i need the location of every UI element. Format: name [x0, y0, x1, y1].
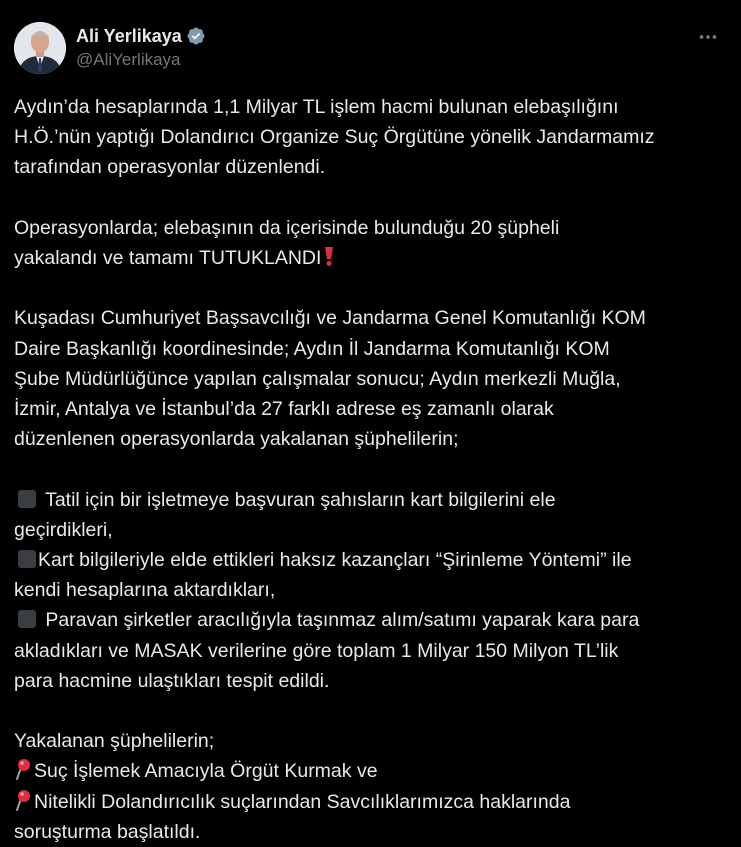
text-line: düzenlenen operasyonlarda yakalanan şüphelilerin;: [14, 428, 459, 451]
paragraph-charges: [14, 726, 726, 847]
text-line: H.Ö.’nün yaptığı Dolandırıcı Organize Suç Örgütüne yönelik Jandarmamız: [14, 126, 655, 149]
text-segment: Tatil için bir işletmeye başvuran şahısların kart bilgilerini ele: [45, 488, 556, 511]
text-segment: Paravan şirketler aracılığıyla taşınmaz alım/satımı yaparak kara para: [45, 609, 640, 632]
paragraph-coordination: [14, 303, 726, 454]
red-exclamation-icon: [323, 245, 335, 267]
text-line: Daire Başkanlığı koordinesinde; Aydın İl Jandarma Komutanlığı KOM: [14, 337, 610, 360]
text-line: [14, 485, 726, 515]
text-line: [14, 545, 726, 575]
text-line: [14, 243, 726, 273]
tweet-text: [14, 92, 726, 847]
text-segment: Kart bilgileriyle elde ettikleri haksız kazançları “Şirinleme Yöntemi” ile: [38, 549, 632, 571]
black-square-icon: [18, 550, 36, 568]
handle[interactable]: @AliYerlikaya: [76, 50, 181, 69]
text-line: Yakalanan şüphelilerin;: [14, 730, 215, 753]
tweet-header: [14, 22, 727, 74]
text-line: Şube Müdürlüğünce yapılan çalışmalar sonucu; Aydın merkezli Muğla,: [14, 367, 621, 390]
text-line: tarafından operasyonlar düzenlendi.: [14, 156, 326, 179]
text-line: soruşturma başlatıldı.: [14, 820, 201, 843]
text-segment: Nitelikli Dolandırıcılık suçlarından Savcılıklarımızca haklarında: [34, 790, 571, 813]
text-line: Operasyonlarda; elebaşının da içerisinde bulunduğu 20 şüpheli: [14, 216, 560, 239]
text-line: Aydın’da hesaplarında 1,1 Milyar TL işlem hacmi bulunan elebaşılığını: [14, 96, 619, 118]
text-line: [14, 787, 726, 817]
more-horizontal-icon[interactable]: [697, 26, 719, 48]
text-line: Kuşadası Cumhuriyet Başsavcılığı ve Jandarma Genel Komutanlığı KOM: [14, 307, 646, 330]
text-line: para hacmine ulaştıkları tespit edildi.: [14, 669, 330, 692]
author-names: [76, 23, 206, 70]
text-line: geçirdikleri,: [14, 518, 113, 541]
paragraph-findings: [14, 485, 726, 696]
display-name[interactable]: Ali Yerlikaya: [76, 25, 182, 46]
round-pushpin-icon: [14, 789, 32, 811]
text-line: akladıkları ve MASAK verilerine göre toplam 1 Milyar 150 Milyon TL’lik: [14, 639, 619, 662]
text-line: [14, 756, 726, 786]
text-line: İzmir, Antalya ve İstanbul’da 27 farklı adrese eş zamanlı olarak: [14, 398, 554, 420]
verified-badge-icon[interactable]: [186, 26, 206, 46]
text-segment: Suç İşlemek Amacıyla Örgüt Kurmak ve: [34, 760, 378, 783]
paragraph-intro: [14, 92, 726, 183]
text-line: kendi hesaplarına aktardıkları,: [14, 579, 276, 602]
paragraph-arrests: [14, 213, 726, 273]
text-segment: yakalandı ve tamamı TUTUKLANDI: [14, 247, 322, 269]
black-square-icon: [18, 490, 36, 508]
round-pushpin-icon: [14, 758, 32, 780]
avatar[interactable]: [14, 22, 66, 74]
black-square-icon: [18, 610, 36, 628]
text-line: [14, 605, 726, 635]
